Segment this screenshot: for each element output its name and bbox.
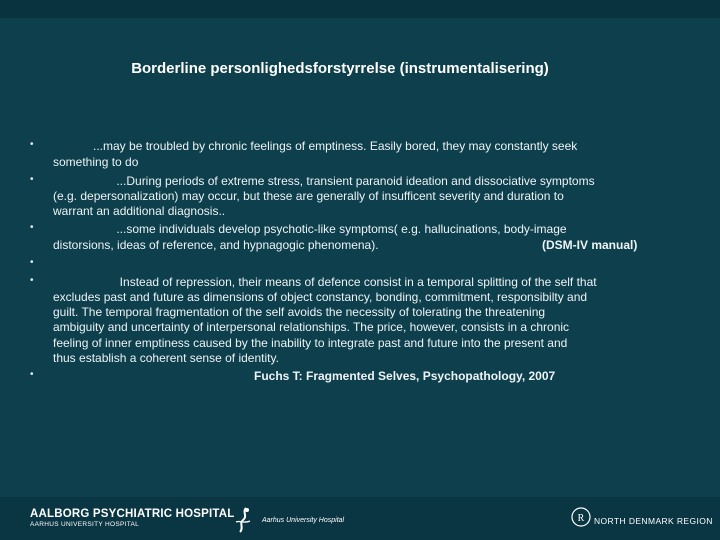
body-line: feeling of inner emptiness caused by the inability to integrate past and future into the present and <box>53 336 568 350</box>
aalborg-hospital-logo <box>30 508 235 528</box>
body-line: something to do <box>53 155 139 169</box>
region-mark: R <box>577 513 585 524</box>
body-line: ...may be troubled by chronic feelings of emptiness. Easily bored, they may constantly seek <box>53 139 578 153</box>
body-line: Instead of repression, their means of defence consist in a temporal splitting of the self that <box>53 275 597 289</box>
bullet-5: • <box>30 275 34 286</box>
hospital-subtitle: AARHUS UNIVERSITY HOSPITAL <box>30 521 140 528</box>
university-name: Aarhus University Hospital <box>262 516 345 524</box>
bullet-4: • <box>30 257 34 268</box>
north-denmark-region-logo <box>570 506 713 528</box>
body-line: (e.g. depersonalization) may occur, but these are generally of insufficent severity and duration to <box>53 189 564 203</box>
bullet-6: • <box>30 369 34 380</box>
body-line: guilt. The temporal fragmentation of the self avoids the necessity of tolerating the threatening <box>53 305 546 319</box>
bullet-2: • <box>30 174 34 185</box>
region-emblem-icon <box>570 506 592 528</box>
region-name: NORTH DENMARK REGION <box>594 516 713 526</box>
body-line: ...some individuals develop psychotic-like symptoms( e.g. hallucinations, body-image <box>53 222 567 236</box>
dsm-citation: (DSM-IV manual) <box>542 238 638 252</box>
body-line: thus establish a coherent sense of identity. <box>53 351 279 365</box>
body-line: excludes past and future as dimensions of object constancy, bonding, commitment, responsibilty and <box>53 290 588 304</box>
bullet-3: • <box>30 222 34 233</box>
body-line: ...During periods of extreme stress, transient paranoid ideation and dissociative symptoms <box>53 174 595 188</box>
aarhus-emblem-icon <box>232 506 256 534</box>
hospital-name: AALBORG PSYCHIATRIC HOSPITAL <box>30 508 235 520</box>
fuchs-citation: Fuchs T: Fragmented Selves, Psychopathology, 2007 <box>254 369 556 383</box>
slide-title: Borderline personlighedsforstyrrelse (instrumentalisering) <box>131 60 549 77</box>
top-strip <box>0 0 720 18</box>
body-line: distorsions, ideas of reference, and hypnagogic phenomena). <box>53 238 379 252</box>
bullet-1: • <box>30 139 34 150</box>
body-line: warrant an additional diagnosis.. <box>53 204 226 218</box>
body-line: ambiguity and uncertainty of interpersonal relationships. The price, however, consists in a chronic <box>53 320 570 334</box>
aarhus-university-logo <box>232 506 344 534</box>
